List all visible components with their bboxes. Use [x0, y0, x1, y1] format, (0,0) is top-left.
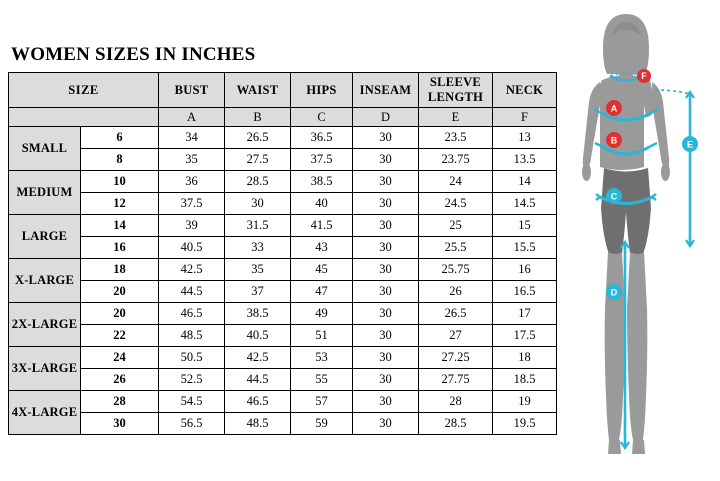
- right-leg-shape: [627, 252, 647, 440]
- cell-waist: 44.5: [225, 369, 291, 391]
- neck-shape: [619, 62, 633, 76]
- table-row: [9, 215, 557, 237]
- measurement-figure: [556, 0, 720, 481]
- cell-bust: 46.5: [159, 303, 225, 325]
- cell-inseam: 30: [353, 281, 419, 303]
- group-label-3x-large: 3X-LARGE: [9, 347, 81, 391]
- letter-cell-d: D: [353, 108, 419, 127]
- table-letter-row: [9, 108, 557, 127]
- table-row: [9, 347, 557, 369]
- group-label-small: SMALL: [9, 127, 81, 171]
- cell-size: 16: [81, 237, 159, 259]
- marker-e-label: E: [686, 139, 694, 150]
- cell-bust: 37.5: [159, 193, 225, 215]
- cell-neck: 13.5: [493, 149, 557, 171]
- group-label-x-large: X-LARGE: [9, 259, 81, 303]
- cell-bust: 36: [159, 171, 225, 193]
- shorts-shape: [601, 168, 651, 254]
- group-label-2x-large: 2X-LARGE: [9, 303, 81, 347]
- cell-waist: 33: [225, 237, 291, 259]
- cell-waist: 40.5: [225, 325, 291, 347]
- cell-sleeve: 25: [419, 215, 493, 237]
- cell-waist: 35: [225, 259, 291, 281]
- table-header-row: [9, 73, 557, 108]
- cell-sleeve: 27.25: [419, 347, 493, 369]
- cell-bust: 54.5: [159, 391, 225, 413]
- cell-hips: 57: [291, 391, 353, 413]
- table-row: [9, 369, 557, 391]
- cell-neck: 15: [493, 215, 557, 237]
- cell-inseam: 30: [353, 193, 419, 215]
- table-row: [9, 127, 557, 149]
- cell-size: 24: [81, 347, 159, 369]
- cell-hips: 59: [291, 413, 353, 435]
- cell-size: 28: [81, 391, 159, 413]
- cell-sleeve: 27: [419, 325, 493, 347]
- cell-inseam: 30: [353, 171, 419, 193]
- size-chart-panel: [8, 42, 556, 435]
- column-header-hips: HIPS: [291, 73, 353, 108]
- marker-c-label: C: [610, 191, 618, 202]
- cell-inseam: 30: [353, 237, 419, 259]
- cell-sleeve: 25.75: [419, 259, 493, 281]
- column-header-size: SIZE: [9, 73, 159, 108]
- cell-hips: 53: [291, 347, 353, 369]
- cell-inseam: 30: [353, 259, 419, 281]
- marker-d-label: D: [610, 287, 618, 298]
- cell-sleeve: 23.5: [419, 127, 493, 149]
- cell-hips: 43: [291, 237, 353, 259]
- left-leg-shape: [605, 252, 626, 440]
- marker-f-label: F: [641, 71, 647, 81]
- table-row: [9, 193, 557, 215]
- cell-size: 18: [81, 259, 159, 281]
- cell-sleeve: 24: [419, 171, 493, 193]
- column-header-inseam: INSEAM: [353, 73, 419, 108]
- cell-size: 30: [81, 413, 159, 435]
- cell-inseam: 30: [353, 325, 419, 347]
- cell-hips: 41.5: [291, 215, 353, 237]
- cell-inseam: 30: [353, 303, 419, 325]
- left-arm-shape: [583, 82, 600, 168]
- table-row: [9, 171, 557, 193]
- cell-neck: 14: [493, 171, 557, 193]
- cell-size: 6: [81, 127, 159, 149]
- cell-waist: 27.5: [225, 149, 291, 171]
- cell-bust: 48.5: [159, 325, 225, 347]
- table-row: [9, 149, 557, 171]
- column-header-sleeve-length: SLEEVE LENGTH: [419, 73, 493, 108]
- cell-sleeve: 28.5: [419, 413, 493, 435]
- cell-neck: 18.5: [493, 369, 557, 391]
- cell-bust: 39: [159, 215, 225, 237]
- table-row: [9, 391, 557, 413]
- column-header-neck: NECK: [493, 73, 557, 108]
- right-arm-shape: [652, 82, 669, 168]
- cell-inseam: 30: [353, 369, 419, 391]
- size-table: [8, 72, 557, 435]
- cell-bust: 44.5: [159, 281, 225, 303]
- cell-neck: 19: [493, 391, 557, 413]
- cell-neck: 13: [493, 127, 557, 149]
- cell-sleeve: 23.75: [419, 149, 493, 171]
- letter-cell-f: F: [493, 108, 557, 127]
- cell-sleeve: 24.5: [419, 193, 493, 215]
- cell-waist: 26.5: [225, 127, 291, 149]
- cell-sleeve: 28: [419, 391, 493, 413]
- group-label-medium: MEDIUM: [9, 171, 81, 215]
- cell-inseam: 30: [353, 391, 419, 413]
- page-title: WOMEN SIZES IN INCHES: [11, 44, 256, 65]
- cell-neck: 19.5: [493, 413, 557, 435]
- letter-cell-e: E: [419, 108, 493, 127]
- table-row: [9, 325, 557, 347]
- cell-hips: 36.5: [291, 127, 353, 149]
- cell-hips: 38.5: [291, 171, 353, 193]
- cell-neck: 14.5: [493, 193, 557, 215]
- cell-hips: 40: [291, 193, 353, 215]
- table-row: [9, 281, 557, 303]
- cell-sleeve: 26: [419, 281, 493, 303]
- cell-size: 26: [81, 369, 159, 391]
- column-header-waist: WAIST: [225, 73, 291, 108]
- cell-inseam: 30: [353, 215, 419, 237]
- cell-hips: 45: [291, 259, 353, 281]
- cell-bust: 34: [159, 127, 225, 149]
- cell-hips: 47: [291, 281, 353, 303]
- right-hand-shape: [661, 163, 670, 181]
- marker-a-label: A: [610, 103, 618, 114]
- cell-inseam: 30: [353, 413, 419, 435]
- cell-inseam: 30: [353, 149, 419, 171]
- cell-hips: 49: [291, 303, 353, 325]
- cell-size: 12: [81, 193, 159, 215]
- cell-waist: 37: [225, 281, 291, 303]
- letter-cell-b: B: [225, 108, 291, 127]
- group-label-large: LARGE: [9, 215, 81, 259]
- table-row: [9, 303, 557, 325]
- cell-bust: 40.5: [159, 237, 225, 259]
- cell-waist: 30: [225, 193, 291, 215]
- cell-bust: 56.5: [159, 413, 225, 435]
- cell-waist: 48.5: [225, 413, 291, 435]
- cell-bust: 50.5: [159, 347, 225, 369]
- cell-size: 20: [81, 281, 159, 303]
- left-hand-shape: [582, 163, 591, 181]
- cell-size: 22: [81, 325, 159, 347]
- cell-sleeve: 27.75: [419, 369, 493, 391]
- cell-waist: 31.5: [225, 215, 291, 237]
- cell-neck: 17: [493, 303, 557, 325]
- cell-neck: 17.5: [493, 325, 557, 347]
- cell-waist: 38.5: [225, 303, 291, 325]
- cell-hips: 55: [291, 369, 353, 391]
- cell-size: 14: [81, 215, 159, 237]
- cell-neck: 18: [493, 347, 557, 369]
- cell-neck: 16: [493, 259, 557, 281]
- cell-inseam: 30: [353, 347, 419, 369]
- cell-bust: 42.5: [159, 259, 225, 281]
- cell-hips: 51: [291, 325, 353, 347]
- table-row: [9, 413, 557, 435]
- cell-waist: 42.5: [225, 347, 291, 369]
- cell-bust: 52.5: [159, 369, 225, 391]
- cell-size: 10: [81, 171, 159, 193]
- cell-waist: 46.5: [225, 391, 291, 413]
- cell-inseam: 30: [353, 127, 419, 149]
- table-row: [9, 237, 557, 259]
- cell-size: 20: [81, 303, 159, 325]
- cell-size: 8: [81, 149, 159, 171]
- group-label-4x-large: 4X-LARGE: [9, 391, 81, 435]
- cell-neck: 15.5: [493, 237, 557, 259]
- marker-b-label: B: [610, 135, 618, 146]
- letter-cell-c: C: [291, 108, 353, 127]
- left-foot-shape: [608, 440, 621, 454]
- cell-sleeve: 25.5: [419, 237, 493, 259]
- letter-cell-a: A: [159, 108, 225, 127]
- cell-waist: 28.5: [225, 171, 291, 193]
- letter-cell-blank: [9, 108, 159, 127]
- cell-neck: 16.5: [493, 281, 557, 303]
- right-foot-shape: [632, 440, 645, 454]
- cell-bust: 35: [159, 149, 225, 171]
- cell-sleeve: 26.5: [419, 303, 493, 325]
- cell-hips: 37.5: [291, 149, 353, 171]
- column-header-bust: BUST: [159, 73, 225, 108]
- table-row: [9, 259, 557, 281]
